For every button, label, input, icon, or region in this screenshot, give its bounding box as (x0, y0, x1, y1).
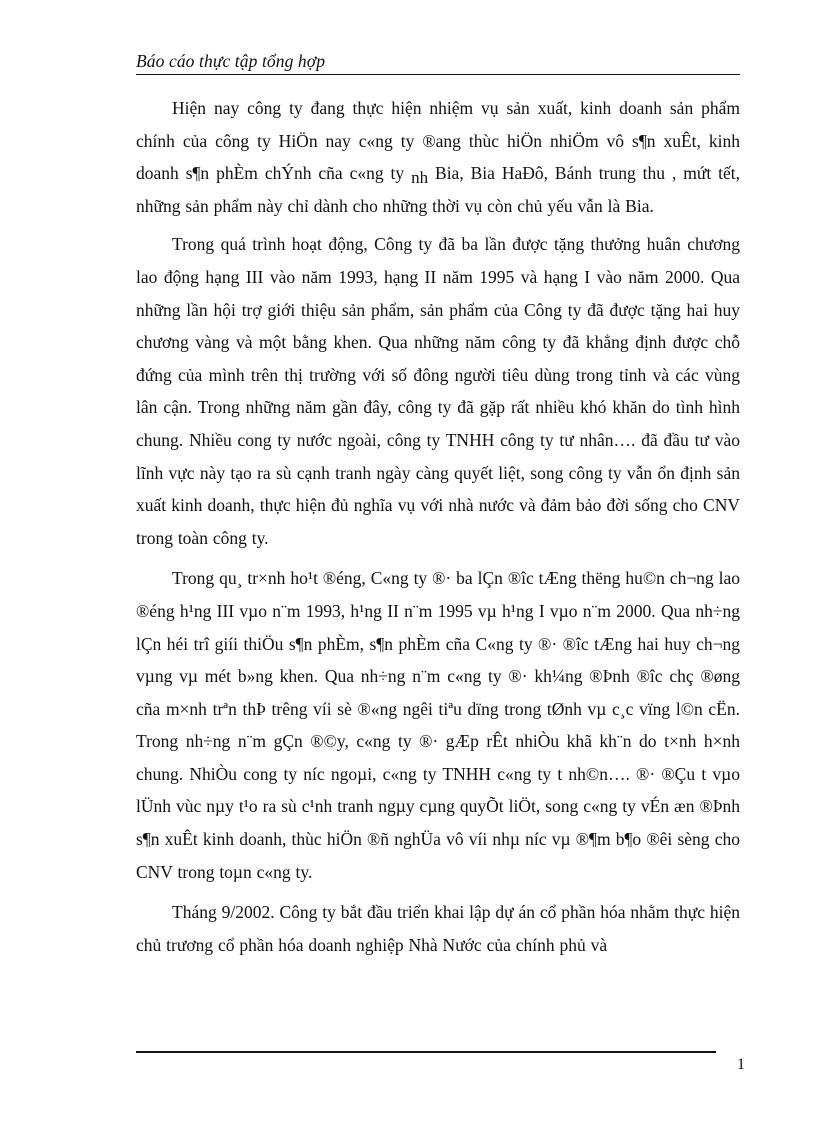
paragraph-4: Tháng 9/2002. Công ty bắt đầu triển khai lập dự án cổ phần hóa nhằm thực hiện chủ trương cổ phần hóa doanh nghiệp Nhà Nước của chính phủ và (136, 902, 740, 955)
paragraph-2: Trong quá trình hoạt động, Công ty đã ba lần được tặng thưởng huân chương lao động hạng III vào năm 1993, hạng II năm 1995 và hạng I vào năm 2000. Qua những lần hội trợ giới thiệu sản phẩm, sản phẩm của Công ty đã được tặng hai huy chương vàng và một bằng khen. Qua những năm công ty đã khẳng định được chỗ đứng của mình trên thị trường với số đông người tiêu dùng trong tỉnh và các vùng lân cận. Trong những năm gần đây, công ty đã gặp rất nhiều khó khăn do tình hình chung. Nhiều cong ty nước ngoài, công ty TNHH công ty tư nhân…. đã đầu tư vào lĩnh vực này tạo ra sù cạnh tranh ngày càng quyết liệt, song công ty vẫn ổn định sản xuất kinh doanh, thực hiện đủ nghĩa vụ với nhà nước và đảm bảo đời sống cho CNV trong toàn công ty. (136, 234, 740, 548)
paragraph-1-subscript: nh (411, 168, 429, 188)
paragraph-1 (136, 92, 740, 222)
page-number: 1 (737, 1056, 745, 1073)
page-header (136, 48, 740, 75)
footer-divider (136, 1051, 716, 1053)
document-body (136, 92, 740, 961)
paragraph-1-text-continued: Bia, Bia HaĐô, Bánh trung thu , mứt tết, những sản phẩm này chỉ dành cho những thời vụ còn chủ yếu vẫn là Bia. (136, 163, 740, 216)
paragraph-1-text: Hiện nay công ty đang thực hiện nhiệm vụ sản xuất, kinh doanh sản phẩm chính của công ty HiÖn nay c«ng ty ®ang thùc hiÖn nhiÖm vô s¶n xuÊt, kinh doanh s¶n phÈm chÝnh cña c«ng ty (136, 98, 740, 184)
paragraph-3: Trong qu¸ tr×nh ho¹t ®éng, C«ng ty ®· ba lÇn ®îc tÆng thëng hu©n ch¬ng lao ®éng h¹ng III vµo n¨m 1993, h¹ng II n¨m 1995 vµ h¹ng I vµo n¨m 2000. Qua nh÷ng lÇn héi trî giíi thiÖu s¶n phÈm, s¶n phÈm cña C«ng ty ®· ®îc tÆng hai huy ch¬ng vµng vµ mét b»ng khen. Qua nh÷ng n¨m c«ng ty ®· kh¼ng ®Þnh ®îc chç ®øng cña m×nh trªn thÞ trêng víi sè ®«ng ngêi tiªu dïng trong tØnh vµ c¸c vïng l©n cËn. Trong nh÷ng n¨m gÇn ®©y, c«ng ty ®· gÆp rÊt nhiÒu khã kh¨n do t×nh h×nh chung. NhiÒu cong ty níc ngoµi, c«ng ty TNHH c«ng ty t nh©n…. ®· ®Çu t vµo lÜnh vùc nµy t¹o ra sù c¹nh tranh ngµy cµng quyÕt liÖt, song c«ng ty vÉn æn ®Þnh s¶n xuÊt kinh doanh, thùc hiÖn ®ñ nghÜa vô víi nhµ níc vµ ®¶m b¶o ®êi sèng cho CNV trong toµn c«ng ty. (136, 568, 740, 882)
header-title: Báo cáo thực tập tổng hợp (136, 51, 326, 71)
